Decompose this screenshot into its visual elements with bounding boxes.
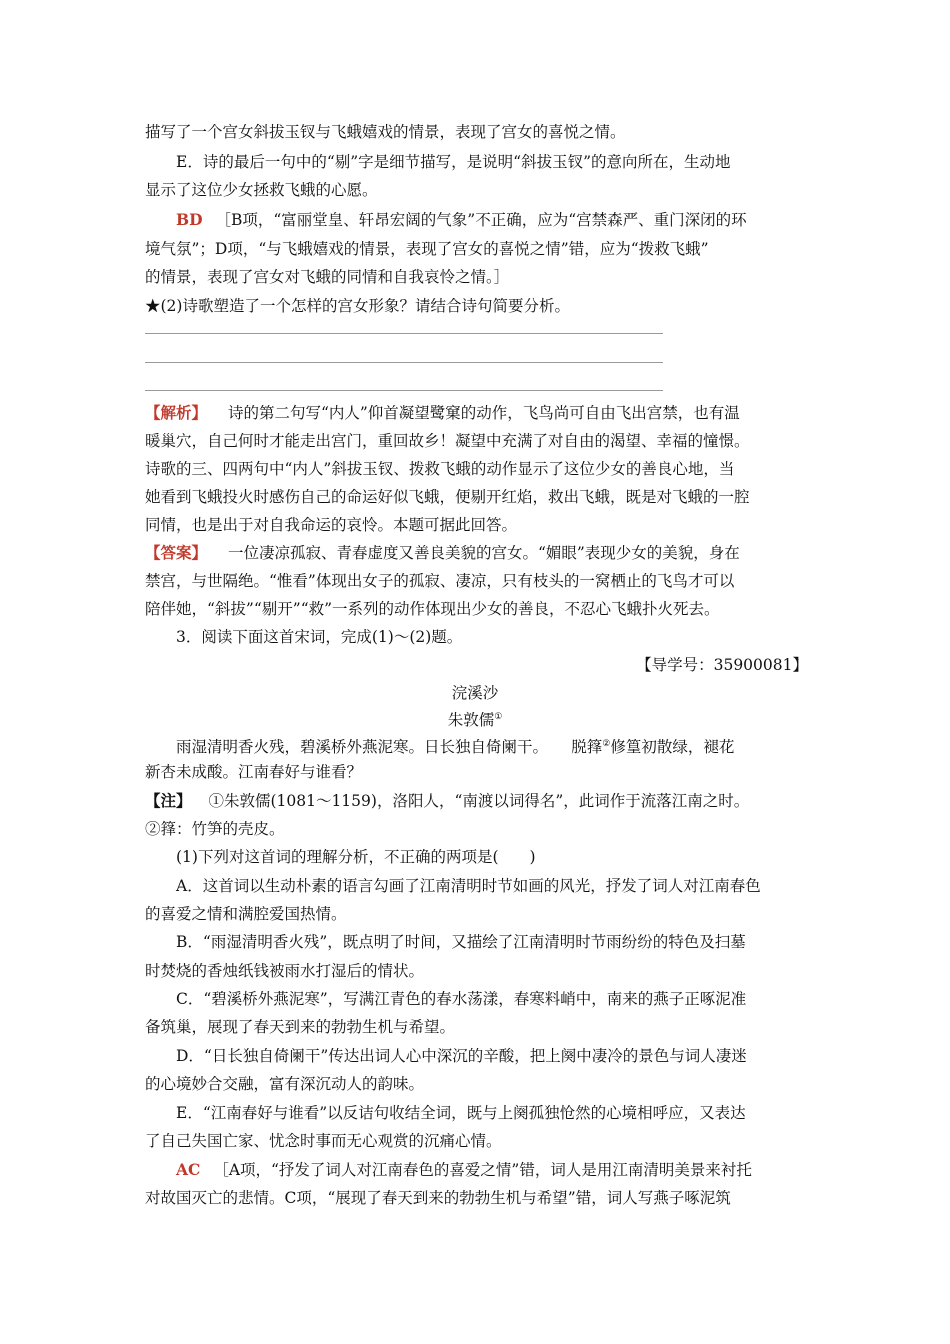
poem-line-1-b: 修篁初散绿，褪花 [610,738,735,757]
option-d-line-2: 的心境妙合交融，富有深沉动人的韵味。 [145,1075,425,1093]
analysis-line-4: 她看到飞蛾投火时感伤自己的命运好似飞蛾，便剔开红焰，救出飞蛾，既是对飞蛾的一腔 [145,488,750,506]
notes-tag: 【注】 [145,791,192,810]
answer-2-tag: 【答案】 [145,543,208,562]
answer-blank-line-2 [145,362,663,363]
answer-2-line-3: 陪伴她，“斜拔”“剔开”“救”一系列的动作体现出少女的善良，不忍心飞蛾扑火死去。 [145,600,720,618]
answer-1-line-3: 的情景，表现了宫女对飞蛾的同情和自我哀怜之情。］ [145,268,510,286]
question-3: 3．阅读下面这首宋词，完成(1)～(2)题。 [176,628,463,646]
analysis-text: 诗的第二句写“内人”仰首凝望鹭窠的动作，飞鸟尚可自由飞出宫禁，也有温 [227,404,740,422]
poem-line-2: 新杏未成酸。江南春好与谁看？ [145,763,363,781]
poem-line-1-a: 雨湿清明香火残，碧溪桥外燕泥寒。日长独自倚阑干。 脱箨 [176,738,603,757]
answer-1-tag: BD [176,210,203,229]
answer-2-line-1 [145,543,740,563]
poem-note-mark: ② [602,739,611,749]
analysis-line-5: 同情，也是出于对自我命运的哀怜。本题可据此回答。 [145,516,518,534]
answer-blank-line-1 [145,333,663,334]
option-a-line-2: 的喜爱之情和满腔爱国热情。 [145,905,347,923]
poem-title: 浣溪沙 [451,684,499,702]
notes-text-1: ①朱敦儒(1081～1159)，洛阳人，“南渡以词得名”，此词作于流落江南之时。 [208,792,750,810]
answer-blank-line-3 [145,390,663,391]
answer-3-line-2: 对故国灭亡的悲情。C项，“展现了春天到来的勃勃生机与希望”错，词人写燕子啄泥筑 [145,1189,731,1207]
answer-1-text: ［B项，“富丽堂皇、轩昂宏阔的气象”不正确，应为“宫禁森严、重门深闭的环 [215,211,747,229]
answer-2-line-2: 禁宫，与世隔绝。“惟看”体现出女子的孤寂、凄凉，只有枝头的一窝栖止的飞鸟才可以 [145,572,735,590]
analysis-line-2: 暖巢穴，自己何时才能走出宫门，重回故乡！凝望中充满了对自由的渴望、幸福的憧憬。 [145,432,750,450]
option-e-line-1: E．诗的最后一句中的“剔”字是细节描写，是说明“斜拔玉钗”的意向所在，生动地 [176,153,731,171]
answer-1-line-2: 境气氛”；D项，“与飞蛾嬉戏的情景，表现了宫女的喜悦之情”错，应为“拨救飞蛾” [145,240,709,258]
poem-author [0,707,950,730]
option-e-line-2: 显示了这位少女拯救飞蛾的心愿。 [145,181,378,199]
author-note-mark: ① [494,712,503,722]
poem-line-1 [176,734,734,757]
notes-line-2: ②箨：竹笋的壳皮。 [145,820,285,838]
analysis-line-1 [145,403,740,423]
option-e-2-line-1: E．“江南春好与谁看”以反诘句收结全词，既与上阕孤独怆然的心境相呼应，又表达 [176,1104,746,1122]
analysis-line-3: 诗歌的三、四两句中“内人”斜拔玉钗、拨救飞蛾的动作显示了这位少女的善良心地，当 [145,460,735,478]
notes-line-1 [145,791,749,811]
option-c-line-1: C．“碧溪桥外燕泥寒”，写满江青色的春水荡漾，春寒料峭中，南来的燕子正啄泥准 [176,990,747,1008]
option-b-line-1: B．“雨湿清明香火残”，既点明了时间，又描绘了江南清明时节雨纷纷的特色及扫墓 [176,933,746,951]
option-d-line-1: D．“日长独自倚阑干”传达出词人心中深沉的辛酸，把上阕中凄冷的景色与词人凄迷 [176,1047,747,1065]
option-a-line-1: A．这首词以生动朴素的语言勾画了江南清明时节如画的风光，抒发了词人对江南春色 [176,877,761,895]
question-2: ★(2)诗歌塑造了一个怎样的宫女形象？请结合诗句简要分析。 [145,297,570,315]
answer-3-tag: AC [176,1160,201,1179]
option-b-line-2: 时焚烧的香烛纸钱被雨水打湿后的情状。 [145,962,425,980]
answer-2-text: 一位凄凉孤寂、青春虚度又善良美貌的宫女。“媚眼”表现少女的美貌，身在 [227,544,740,562]
answer-1-line-1 [176,210,747,230]
answer-3-text: ［A项，“抒发了词人对江南春色的喜爱之情”错，词人是用江南清明美景来衬托 [213,1161,752,1179]
analysis-tag: 【解析】 [145,403,208,422]
answer-3-line-1 [176,1160,752,1180]
sub-question-1: (1)下列对这首词的理解分析，不正确的两项是( ) [176,848,536,866]
poem-author-name: 朱敦儒 [447,711,495,730]
guide-number: 【导学号：35900081】 [636,656,808,674]
option-e-2-line-2: 了自己失国亡家、忧念时事而无心观赏的沉痛心情。 [145,1132,502,1150]
option-c-line-2: 备筑巢，展现了春天到来的勃勃生机与希望。 [145,1018,456,1036]
intro-line: 描写了一个宫女斜拔玉钗与飞蛾嬉戏的情景，表现了宫女的喜悦之情。 [145,123,626,141]
